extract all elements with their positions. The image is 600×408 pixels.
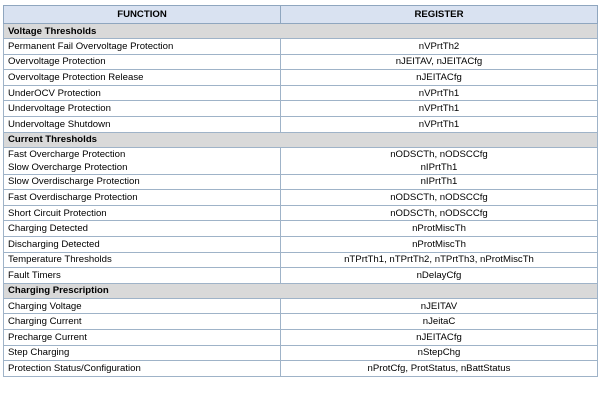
function-cell: Permanent Fail Overvoltage Protection (4, 39, 281, 55)
function-cell: Short Circuit Protection (4, 205, 281, 221)
register-cell: nJEITAV (281, 298, 598, 314)
table-row (4, 85, 598, 101)
register-cell: nJeitaC (281, 314, 598, 330)
function-cell: Fast Overdischarge Protection (4, 190, 281, 206)
table-row (4, 236, 598, 252)
register-cell: nJEITACfg (281, 329, 598, 345)
table-row (4, 314, 598, 330)
register-column-header: REGISTER (281, 6, 598, 24)
function-cell: Undervoltage Shutdown (4, 116, 281, 132)
register-cell (281, 147, 598, 174)
table-row (4, 221, 598, 237)
table-row (4, 252, 598, 268)
register-cell: nJEITAV, nJEITACfg (281, 54, 598, 70)
function-cell: Overvoltage Protection (4, 54, 281, 70)
function-cell: Overvoltage Protection Release (4, 70, 281, 86)
table-row (4, 190, 598, 206)
section-header-charging-prescription (4, 283, 598, 298)
register-line: nODSCTh, nODSCCfg (390, 148, 488, 160)
register-cell: nTPrtTh1, nTPrtTh2, nTPrtTh3, nProtMiscTh (281, 252, 598, 268)
register-cell: nVPrtTh1 (281, 85, 598, 101)
register-cell: nProtMiscTh (281, 221, 598, 237)
table-row (4, 329, 598, 345)
register-cell: nProtCfg, ProtStatus, nBattStatus (281, 361, 598, 377)
function-cell: Charging Current (4, 314, 281, 330)
function-cell: Fault Timers (4, 268, 281, 284)
function-cell: Protection Status/Configuration (4, 361, 281, 377)
table-row (4, 345, 598, 361)
header-row (4, 6, 598, 24)
table-row (4, 147, 598, 174)
table-row (4, 205, 598, 221)
section-title: Current Thresholds (4, 132, 598, 147)
function-cell: Precharge Current (4, 329, 281, 345)
register-cell: nIPrtTh1 (281, 174, 598, 190)
function-cell: UnderOCV Protection (4, 85, 281, 101)
section-header-voltage-thresholds (4, 24, 598, 39)
function-cell: Undervoltage Protection (4, 101, 281, 117)
table-row (4, 116, 598, 132)
register-cell: nVPrtTh2 (281, 39, 598, 55)
register-line: nIPrtTh1 (420, 161, 458, 173)
section-header-current-thresholds (4, 132, 598, 147)
table-row (4, 70, 598, 86)
section-title: Charging Prescription (4, 283, 598, 298)
register-cell: nVPrtTh1 (281, 101, 598, 117)
function-cell: Slow Overdischarge Protection (4, 174, 281, 190)
register-cell: nProtMiscTh (281, 236, 598, 252)
table-row (4, 101, 598, 117)
register-cell: nDelayCfg (281, 268, 598, 284)
table-row (4, 361, 598, 377)
table-row (4, 39, 598, 55)
function-line: Slow Overcharge Protection (8, 161, 128, 173)
table-row (4, 174, 598, 190)
table-row (4, 54, 598, 70)
register-cell: nVPrtTh1 (281, 116, 598, 132)
section-title: Voltage Thresholds (4, 24, 598, 39)
table-row (4, 298, 598, 314)
function-cell: Charging Voltage (4, 298, 281, 314)
register-cell: nJEITACfg (281, 70, 598, 86)
register-table (3, 5, 598, 377)
register-cell: nODSCTh, nODSCCfg (281, 205, 598, 221)
function-cell: Discharging Detected (4, 236, 281, 252)
function-cell: Step Charging (4, 345, 281, 361)
register-cell: nODSCTh, nODSCCfg (281, 190, 598, 206)
table-row (4, 268, 598, 284)
function-cell (4, 147, 281, 174)
function-column-header: FUNCTION (4, 6, 281, 24)
function-line: Fast Overcharge Protection (8, 148, 126, 160)
register-cell: nStepChg (281, 345, 598, 361)
function-cell: Charging Detected (4, 221, 281, 237)
function-cell: Temperature Thresholds (4, 252, 281, 268)
